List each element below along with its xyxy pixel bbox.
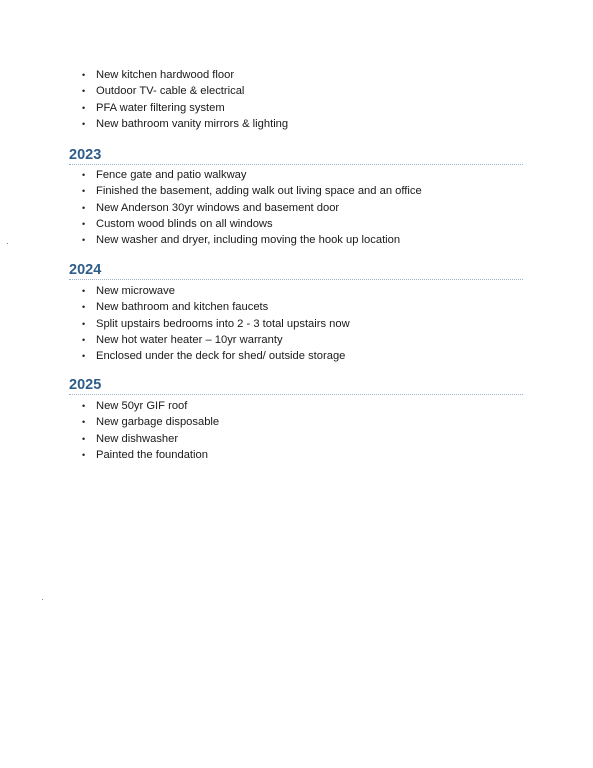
section-list-2025 [82, 398, 219, 463]
list-item [82, 67, 288, 83]
list-item [82, 332, 350, 348]
bullet-icon: • [82, 302, 86, 313]
list-item-text: PFA water filtering system [96, 101, 225, 114]
scan-speck [42, 599, 43, 600]
list-item-text: New hot water heater – 10yr warranty [96, 333, 283, 346]
list-item [82, 299, 350, 315]
list-item-text: New microwave [96, 285, 175, 297]
list-item-text: Fence gate and patio walkway [96, 169, 247, 181]
section-list-2024 [82, 283, 350, 364]
list-item-text: New dishwasher [96, 432, 179, 445]
scan-speck [7, 243, 8, 244]
section-heading-2024 [69, 261, 523, 280]
bullet-icon: • [82, 433, 86, 444]
list-item [82, 167, 422, 183]
year-heading: 2023 [69, 147, 102, 163]
list-item-text: Painted the foundation [96, 448, 208, 461]
section-divider [69, 394, 523, 395]
bullet-icon: • [82, 202, 86, 213]
list-item-text: Finished the basement, adding walk out living space and an office [96, 185, 422, 198]
bullet-icon: • [82, 401, 86, 411]
bullet-icon: • [82, 102, 86, 113]
bullet-icon: • [82, 417, 86, 428]
section-heading-2023 [69, 146, 523, 165]
list-item [82, 116, 288, 132]
list-item-text: New garbage disposable [96, 416, 220, 429]
bullet-icon: • [82, 170, 86, 180]
list-item [82, 447, 219, 463]
list-item-text: Enclosed under the deck for shed/ outside storage [96, 350, 346, 363]
section-list-2023 [82, 167, 422, 248]
bullet-icon: • [82, 449, 86, 460]
list-item [82, 398, 219, 414]
list-item [82, 414, 219, 430]
list-item-text: New Anderson 30yr windows and basement door [96, 201, 340, 214]
section-heading-2025 [69, 376, 523, 395]
list-item [82, 83, 288, 99]
year-heading: 2024 [69, 262, 102, 278]
list-item-text: New bathroom and kitchen faucets [96, 301, 269, 314]
list-item [82, 183, 422, 199]
bullet-icon: • [82, 118, 86, 129]
list-item [82, 100, 288, 116]
bullet-icon: • [82, 334, 86, 345]
bullet-icon: • [82, 235, 86, 246]
list-item-text: New bathroom vanity mirrors & lighting [96, 117, 289, 130]
list-item [82, 283, 350, 299]
list-item-text: New kitchen hardwood floor [96, 69, 235, 81]
list-item-text: Outdoor TV- cable & electrical [96, 85, 245, 98]
list-item [82, 232, 422, 248]
intro-list [82, 67, 288, 132]
list-item [82, 216, 422, 232]
section-divider [69, 164, 523, 165]
list-item [82, 348, 350, 364]
list-item [82, 431, 219, 447]
list-item [82, 316, 350, 332]
bullet-icon: • [82, 286, 86, 296]
bullet-icon: • [82, 318, 86, 329]
list-item-text: New washer and dryer, including moving the hook up location [96, 234, 401, 247]
list-item-text: New 50yr GIF roof [96, 400, 188, 412]
bullet-icon: • [82, 70, 86, 80]
bullet-icon: • [82, 186, 86, 197]
bullet-icon: • [82, 218, 86, 229]
list-item-text: Split upstairs bedrooms into 2 - 3 total upstairs now [96, 317, 350, 330]
bullet-icon: • [82, 351, 86, 362]
list-item [82, 200, 422, 216]
list-item-text: Custom wood blinds on all windows [96, 217, 273, 230]
bullet-icon: • [82, 86, 86, 97]
year-heading: 2025 [69, 377, 102, 393]
section-divider [69, 279, 523, 280]
